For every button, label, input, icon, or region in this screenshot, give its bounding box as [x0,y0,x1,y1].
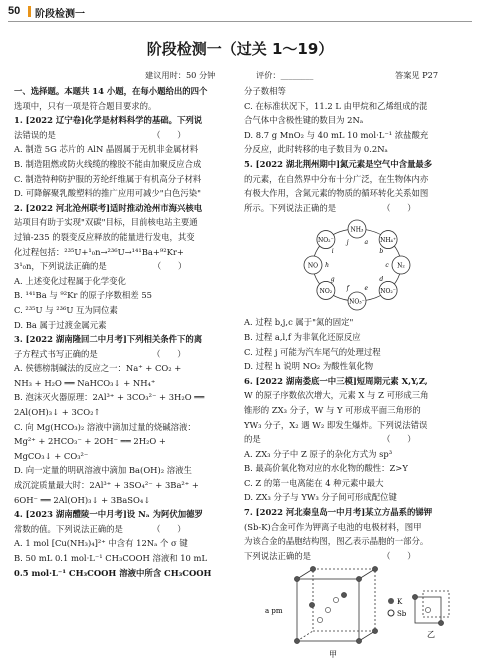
text-line: D. 向一定量的明矾溶液中滴加 Ba(OH)₂ 溶液生 [14,465,192,476]
text-line: B. ¹⁴¹Ba 与 ⁹²Kr 的原子序数相差 55 [14,290,152,301]
text-line: C. 在标准状况下，11.2 L 由甲烷和乙烯组成的混 [244,100,428,111]
sb-atom [325,608,330,613]
text-line: B. 过程 a,l,f 为非氧化还原反应 [244,331,361,342]
cycle-arrow-label: d [379,276,384,284]
text-line: MgCO₃↓ + CO₃²⁻ [14,450,89,461]
text-line: 6. [2022 湖南娄底一中三模]短周期元素 X,Y,Z, [244,375,428,386]
text-line: C. 过程 j 可能为汽车尾气的处理过程 [244,346,381,357]
sb-atom [317,618,322,623]
cycle-arrow-label: h [325,262,329,270]
k-legend: K [397,598,403,607]
text-line: 3¹₀n，下列说法正确的是 （ ） [14,261,187,272]
sb-legend: Sb [397,610,407,619]
cycle-arrow-label: a [364,239,369,247]
text-line: B. 泡沫灭火器原理：2Al³⁺ + 3CO₃²⁻ + 3H₂O ══ [14,392,205,403]
k-atom [356,639,361,644]
text-line: 下列说法正确的是 （ ） [244,550,416,561]
cycle-arrow-label: i [331,248,334,256]
text-line: 化过程包括：²³⁵U+¹₀n→²³⁶U→¹⁴¹Ba+⁹²Kr+ [14,246,184,257]
text-line: 2. [2022 河北沧州联考]适时推动沧州市海兴核电 [14,202,203,213]
text-line: W 的原子序数依次增大，元素 X 与 Z 可形成三角 [244,390,429,401]
text-line: D. 8.7 g MnO₂ 与 40 mL 10 mol·L⁻¹ 浓盐酸充 [244,129,429,140]
k-atom [372,629,377,634]
text-line: 站项目有助于实现"双碳"目标，目前核电站主要通 [14,217,198,228]
sb-legend-dot [388,610,394,616]
text-line: D. 过程 h 说明 NO₂ 为酸性氧化物 [244,361,374,372]
text-line: 的元素，在自然界中分布十分广泛，在生物体内亦 [244,173,429,184]
text-line: 分反应，此时转移的电子数目为 0.2Nₐ [244,144,388,155]
text-line: A. 制造 5G 芯片的 AlN 晶圆属于无机非金属材料 [14,144,199,155]
cycle-node-label: NH₃ [350,226,364,234]
text-line: C. ²³⁵U 与 ²³⁶U 互为同位素 [14,304,118,315]
right-bottom-text [244,315,470,563]
left-column [14,84,236,580]
text-line: 子方程式书写正确的是 （ ） [14,348,186,359]
text-line: 6OH⁻ ══ 2Al(OH)₃↓ + 3BaSO₄↓ [14,494,151,505]
k-atom [310,567,315,572]
cycle-arrow-label: c [385,262,389,270]
k-atom [294,639,299,644]
text-line: 5. [2022 湖北荆州期中]氮元素是空气中含量最多 [244,158,433,169]
text-line: B. 制造阻燃或防火线缆的橡胶不能由加聚反应合成 [14,158,202,169]
text-line: 有极大作用，含氮元素的物质的循环转化关系如图 [244,188,429,199]
caption-jia: 甲 [329,650,337,660]
text-line: 选项中，只有一项是符合题目要求的。 [14,100,157,111]
nitrogen-cycle-diagram [297,217,417,313]
cycle-node-label: NO₃⁻ [349,298,365,306]
right-column [244,84,470,663]
text-line: 成沉淀质量最大时：2Al³⁺ + 3SO₄²⁻ + 3Ba²⁺ + [14,480,199,491]
text-line: C. Z 的第一电离能在 4 种元素中最大 [244,477,384,488]
k-legend-dot [388,598,394,604]
sb-atom [425,608,430,613]
text-line: Mg²⁺ + 2HCO₃⁻ + 2OH⁻ ══ 2H₂O + [14,436,166,447]
suggested-time: 建议用时：50 分钟 [145,70,216,80]
text-line: 的是 （ ） [244,434,416,445]
text-line: 锥形的 ZX₃ 分子，W 与 Y 可形成平面三角形的 [244,404,421,415]
text-line: 2Al(OH)₃↓ + 3CO₂↑ [14,407,101,418]
text-line: 1. [2022 辽宁卷]化学是材料科学的基础。下列说 [14,115,203,126]
text-line: 常数的值。下列说法正确的是 （ ） [14,523,186,534]
cycle-node-label: NO₂ [319,288,333,296]
cycle-node-label: NH₄⁺ [380,237,397,245]
k-atom [309,603,314,608]
text-line: 0.5 mol·L⁻¹ CH₃COOH 溶液中所含 CH₃COOH [14,567,212,578]
text-line: 4. [2023 湖南醴陵一中月考]设 Nₐ 为阿伏加德罗 [14,509,203,520]
header-divider [8,21,472,22]
text-line: C. 制造特种防护服的芳纶纤维属于有机高分子材料 [14,173,202,184]
text-line: 过铀-235 的裂变反应释放的能量进行发电，其变 [14,231,195,242]
text-line: A. 1 mol [Cu(NH₃)₄]²⁺ 中含有 12Nₐ 个 σ 键 [14,538,188,549]
right-top-text [244,84,470,215]
text-line: A. 上述变化过程属于化学变化 [14,275,126,286]
text-line: 3. [2022 湖南隆回二中月考]下列相关条件下的离 [14,334,203,345]
k-atom [438,621,443,626]
text-line: NH₃ + H₂O ══ NaHCO₃↓ + NH₄⁺ [14,377,156,388]
text-line: D. Ba 属于过渡金属元素 [14,319,107,330]
k-atom [412,595,417,600]
caption-yi: 乙 [427,630,435,640]
text-line: 合气体中含极性键的数目为 2Nₐ [244,115,364,126]
section-title: 阶段检测一 [35,9,85,20]
cycle-node-label: NO₂⁻ [380,288,396,296]
k-atom [356,577,361,582]
cycle-arrow-label: g [330,276,335,284]
k-atom [372,567,377,572]
text-line: D. 可降解聚乳酸塑料的推广应用可减少"白色污染" [14,188,201,199]
cycle-node-label: N₂ [397,262,405,270]
text-line: 一、选择题。本题共 14 小题，在每小题给出的四个 [14,86,208,96]
crystal-cell-diagram [257,565,457,661]
page-number: 50 [8,5,21,17]
text-line: B. 最高价氧化物对应的水化物的酸性：Z>Y [244,463,408,474]
sb-atom [333,598,338,603]
header-accent-bar [28,6,31,17]
text-line: C. 向 Mg(HCO₃)₂ 溶液中滴加过量的烧碱溶液： [14,421,196,432]
cycle-arrow-label: f [346,285,349,293]
text-line: 法错误的是 （ ） [14,129,186,140]
text-line: B. 50 mL 0.1 mol·L⁻¹ CH₃COOH 溶液和 10 mL [14,553,208,563]
text-line: YW₃ 分子，X₂ 遇 W₂ 即发生爆炸。下列说法错误 [244,419,428,430]
answer-ref: 答案见 P27 [395,70,439,80]
score-field: 评价：________ [256,70,314,80]
cycle-node-label: NO [307,262,319,270]
cycle-arrow-label: e [364,285,369,293]
text-line: A. ZX₃ 分子中 Z 原子的杂化方式为 sp³ [244,448,393,459]
text-line: A. 过程 b,j,c 属于"氮的固定" [244,317,354,328]
page-header [0,0,480,24]
text-line: 分子数相等 [244,86,286,96]
page-title: 阶段检测一（过关 1～19） [146,40,334,58]
text-line: 为该合金的晶胞结构图，图乙表示晶胞的一部分。 [244,536,429,547]
cycle-arrow-label: b [379,248,384,256]
text-line: D. ZX₃ 分子与 YW₃ 分子间可形成配位键 [244,492,397,503]
cycle-arrow-label: j [346,239,349,247]
text-line: 所示。下列说法正确的是 （ ） [244,202,416,213]
lattice-label: a pm [265,607,283,616]
text-line: A. 侯德榜制碱法的反应之一：Na⁺ + CO₂ + [14,363,182,374]
k-atom [341,593,346,598]
k-atom [294,577,299,582]
text-line: 7. [2022 河北秦皇岛一中月考]某立方晶系的锑钾 [244,507,433,518]
text-line: (Sb-K)合金可作为钾离子电池的电极材料，图甲 [244,521,422,532]
cycle-node-label: NO₂⁻ [318,237,334,245]
